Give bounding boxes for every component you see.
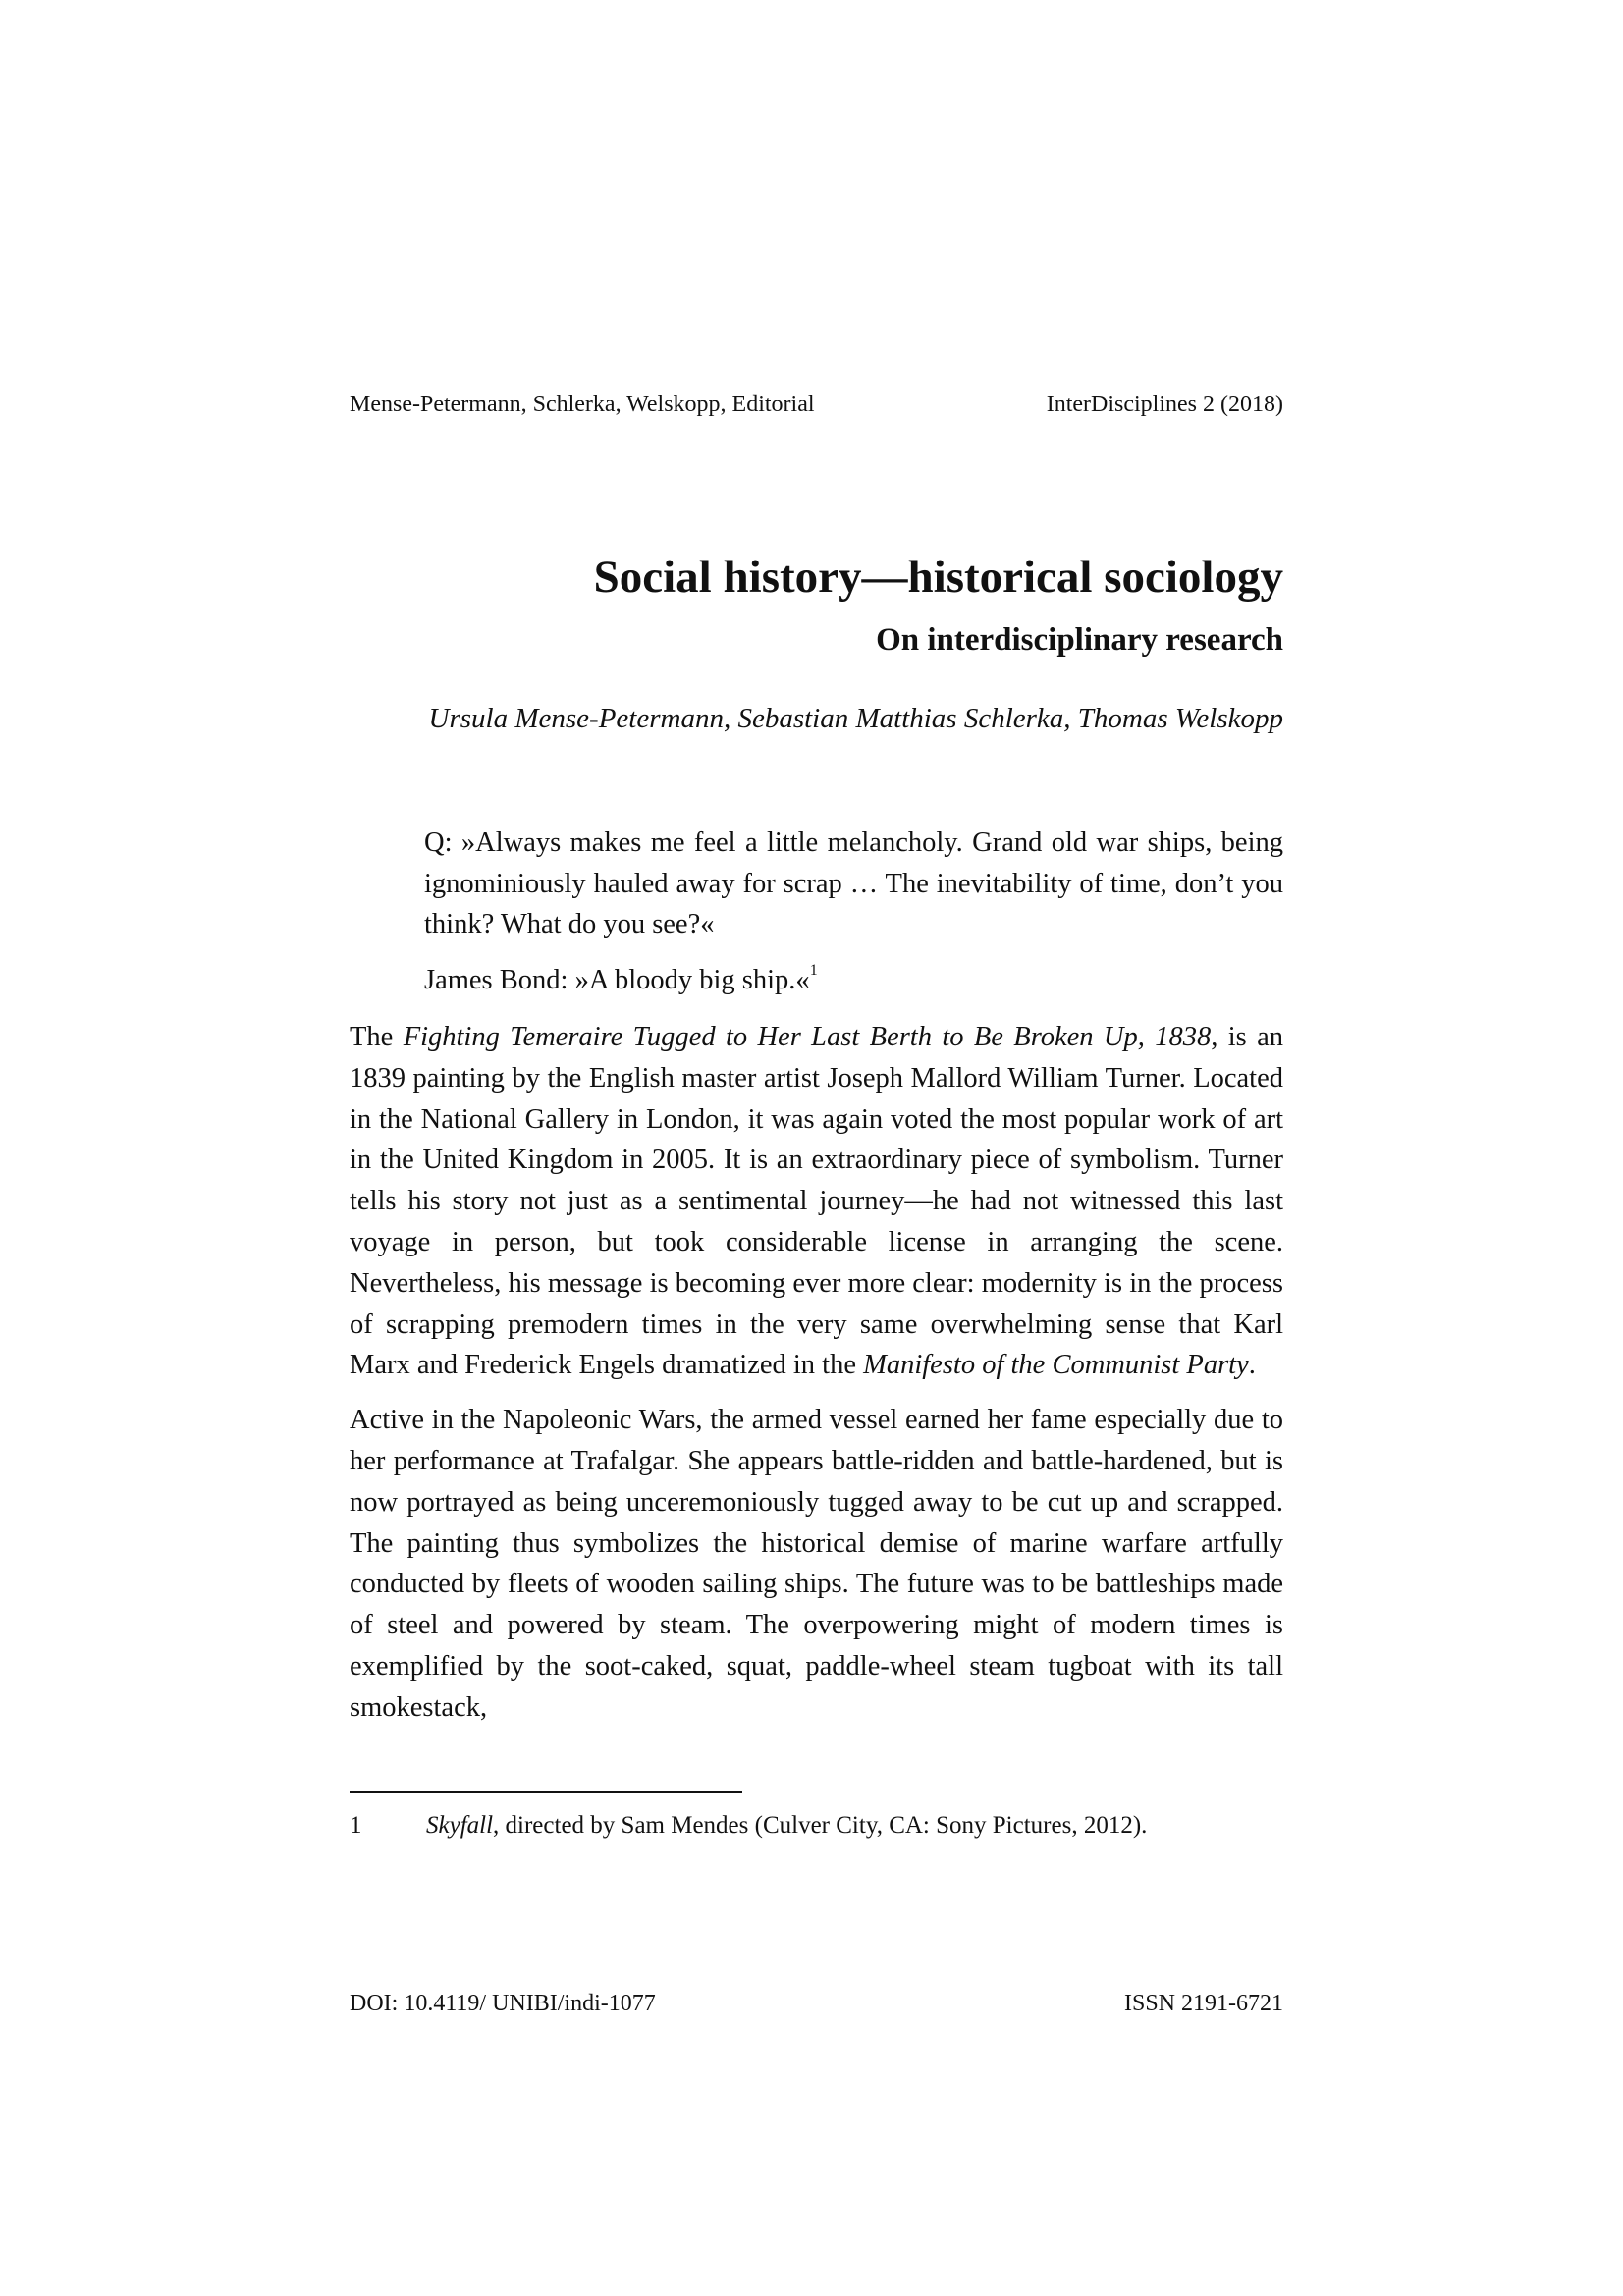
p1-text-start: The [350, 1022, 404, 1052]
epigraph-quote-q [424, 823, 1283, 945]
article-authors: Ursula Mense-Petermann, Sebastian Matthias Schlerka, Thomas Welskopp [428, 703, 1283, 734]
paragraph-1 [350, 1017, 1283, 1386]
manifesto-title: Manifesto of the Communist Party [863, 1350, 1249, 1381]
footnote-citation: , directed by Sam Mendes (Culver City, CA: Sony Pictures, 2012). [493, 1812, 1148, 1839]
footnote-film-title: Skyfall [426, 1812, 494, 1839]
footnote-reference[interactable]: 1 [809, 962, 818, 979]
article-title: Social history—historical sociology [593, 552, 1283, 603]
running-header-journal: InterDisciplines 2 (2018) [1046, 392, 1283, 417]
footnote-number: 1 [350, 1812, 362, 1839]
footnote-separator [350, 1791, 742, 1793]
doi: DOI: 10.4119/ UNIBI/indi-1077 [350, 1991, 656, 2016]
p1-text-end: . [1248, 1350, 1256, 1381]
running-header-authors: Mense-Petermann, Schlerka, Welskopp, Editorial [350, 392, 815, 417]
painting-title: Fighting Temeraire Tugged to Her Last Berth to Be Broken Up, 1838 [403, 1022, 1212, 1052]
running-header [350, 389, 1283, 420]
footnote-text [426, 1809, 1147, 1842]
footnote-1 [350, 1809, 1283, 1842]
paragraph-2: Active in the Napoleonic Wars, the armed vessel earned her fame especially due to her performance at Trafalgar. She appears battle-ridden and battle-hardened, but is now portrayed as being unceremoniously tugged away to be cut up and scrapped. The painting thus symbolizes the historical demise of marine warfare artfully conducted by fleets of wooden sailing ships. The future was to be battleships made of steel and powered by steam. The overpowering might of modern times is exemplified by the soot-caked, squat, paddle-wheel steam tugboat with its tall smokestack, [350, 1405, 1283, 1723]
body-text [350, 1017, 1283, 1742]
epigraph-quote-bond [424, 960, 1283, 1001]
issn: ISSN 2191-6721 [1123, 1991, 1283, 2016]
running-footer [350, 1987, 1283, 2020]
epigraph-q-text: Q: »Always makes me feel a little melancholy. Grand old war ships, being ignominiously hauled away for scrap … The inevitability of time, don’t you think? What do you see?« [424, 828, 1283, 939]
p1-text-middle: , is an 1839 painting by the English master artist Joseph Mallord William Turner. Located in the National Gallery in London, it was again voted the most popular work of art in the United Kingdom in 2005. It is an extraordinary piece of symbolism. Turner tells his story not just as a sentimental journey—he had not witnessed this last voyage in person, but took considerable license in arranging the scene. Nevertheless, his message is becoming ever more clear: modernity is in the process of scrapping premodern times in the very same overwhelming sense that Karl Marx and Frederick Engels dramatized in the [350, 1022, 1283, 1381]
epigraph-bond-text: James Bond: »A bloody big ship.« [424, 965, 810, 995]
article-subtitle: On interdisciplinary research [876, 622, 1283, 658]
